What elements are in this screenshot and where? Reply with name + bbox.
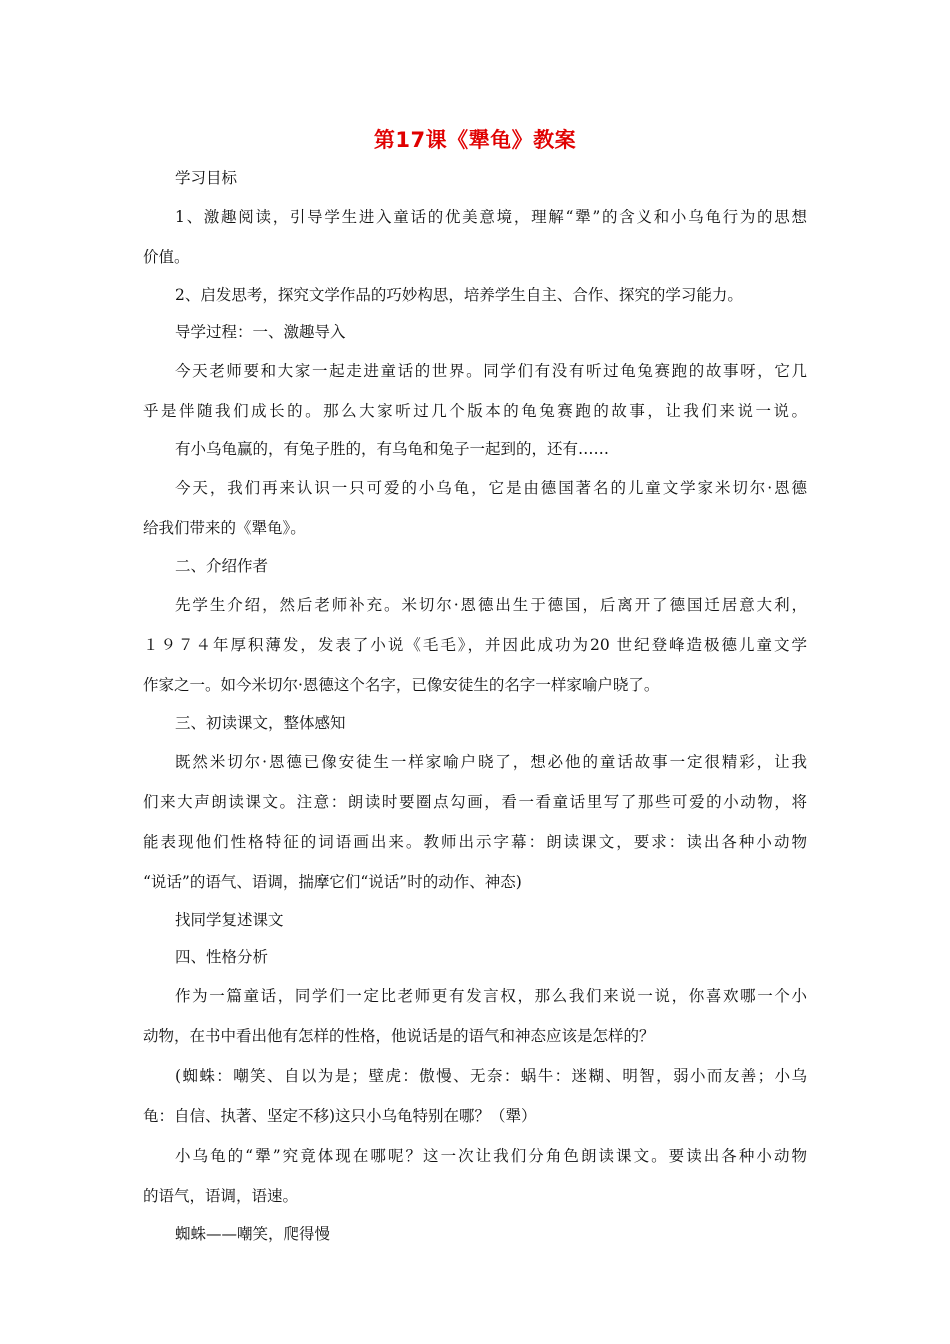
paragraph-line: 找同学复述课文 [175, 911, 284, 929]
paragraph-line: (蜘蛛：嘲笑、自以为是；壁虎：傲慢、无奈：蜗牛：迷糊、明智，弱小而友善；小乌 [175, 1067, 807, 1085]
paragraph-line: 今天，我们再来认识一只可爱的小乌龟，它是由德国著名的儿童文学家米切尔·恩德 [175, 479, 807, 497]
paragraph-line: 能表现他们性格特征的词语画出来。教师出示字幕：朗读课文，要求：读出各种小动物 [143, 833, 807, 851]
paragraph-line: 价值。 [143, 248, 190, 266]
section-heading: 三、初读课文，整体感知 [175, 714, 346, 732]
paragraph-line: 有小乌龟赢的，有兔子胜的，有乌龟和兔子一起到的，还有…… [175, 440, 610, 458]
document-body [143, 160, 807, 1253]
paragraph-line: 给我们带来的《犟龟》。 [143, 519, 306, 537]
paragraph-line: 动物，在书中看出他有怎样的性格，他说话是的语气和神态应该是怎样的？ [143, 1027, 655, 1045]
paragraph-line: “说话”的语气、语调，揣摩它们“说话”时的动作、神态) [143, 873, 522, 891]
paragraph-line: 的语气，语调，语速。 [143, 1187, 299, 1205]
paragraph-line: 先学生介绍，然后老师补充。米切尔·恩德出生于德国，后离开了德国迁居意大利， [175, 596, 807, 614]
paragraph-line: 龟：自信、执著、坚定不移)这只小乌龟特别在哪？（犟） [143, 1107, 537, 1125]
section-heading: 导学过程：一、激趣导入 [175, 323, 346, 341]
paragraph-line: 小乌龟的“犟”究竟体现在哪呢？这一次让我们分角色朗读课文。要读出各种小动物 [175, 1147, 807, 1165]
document-title: 第17课《犟龟》教案 [373, 128, 577, 152]
section-heading: 四、性格分析 [175, 948, 269, 966]
paragraph-line: 今天老师要和大家一起走进童话的世界。同学们有没有听过龟兔赛跑的故事呀，它几 [175, 362, 807, 380]
heading-objectives: 学习目标 [175, 169, 238, 187]
paragraph-line: 乎是伴随我们成长的。那么大家听过几个版本的龟兔赛跑的故事，让我们来说一说。 [143, 402, 807, 420]
paragraph-line: 既然米切尔·恩德已像安徒生一样家喻户晓了，想必他的童话故事一定很精彩，让我 [175, 753, 807, 771]
paragraph-line: 们来大声朗读课文。注意：朗读时要圈点勾画，看一看童话里写了那些可爱的小动物，将 [143, 793, 807, 811]
section-heading: 二、介绍作者 [175, 557, 269, 575]
paragraph-line: 作家之一。如今米切尔·恩德这个名字，已像安徒生的名字一样家喻户晓了。 [143, 676, 660, 694]
paragraph-line: 1、激趣阅读，引导学生进入童话的优美意境，理解“犟”的含义和小乌龟行为的思想 [175, 208, 807, 226]
paragraph-line: 作为一篇童话，同学们一定比老师更有发言权，那么我们来说一说，你喜欢哪一个小 [175, 987, 807, 1005]
paragraph-line: １９７４年厚积薄发，发表了小说《毛毛》，并因此成功为20 世纪登峰造极德儿童文学 [143, 636, 807, 654]
paragraph-line: 蜘蛛——嘲笑，爬得慢 [175, 1225, 331, 1243]
paragraph-line: 2、启发思考，探究文学作品的巧妙构思，培养学生自主、合作、探究的学习能力。 [175, 286, 743, 304]
